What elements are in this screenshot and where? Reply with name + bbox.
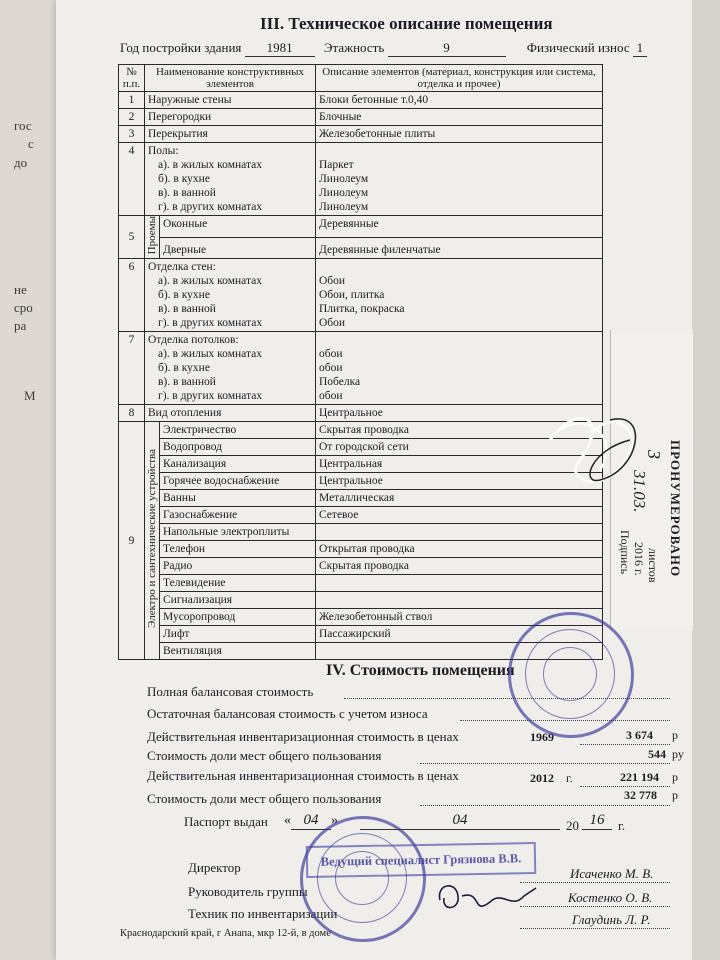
wear-label: Физический износ [526,40,630,55]
row-desc: Железобетонные плиты [316,126,603,143]
sub-item-name: б). в кухне [158,362,210,375]
row-name: Наружные стены [145,92,316,109]
row-num: 6 [119,259,145,332]
floors-value: 9 [388,40,506,57]
inventory-year-1: 1969 [530,730,554,744]
row-desc: Центральное [316,405,603,422]
common-value-1: 544 [648,747,666,761]
technician-name: Глаудинь Л. Р. [572,912,651,927]
ceilings-names [145,332,316,405]
inventory-cost-2-label: Действительная инвентаризационная стоимость в ценах [147,768,459,783]
group-head-label: Руководитель группы [188,884,308,899]
header-num: № п.п. [119,65,145,92]
residual-balance-label: Остаточная балансовая стоимость с учетом износа [147,706,428,721]
utilities-group-label: Электро и сантехнические устройства [146,449,158,629]
section-4-title: IV. Стоимость помещения [326,662,515,679]
row-name: Мусоропровод [160,609,316,626]
year-value: 1981 [245,40,315,57]
back-page-word: до [14,155,28,170]
page-edge [692,0,720,960]
sub-item-name: а). в жилых комнатах [158,159,262,171]
sub-item-name: в). в ванной [158,187,216,199]
row-desc: Пассажирский [316,626,603,643]
header-name: Наименование конструктивных элементов [145,65,316,92]
currency-label: р [672,728,678,742]
row-desc: Открытая проводка [316,541,603,558]
sub-item-name: б). в кухне [158,173,210,185]
signature-scribble-icon [432,866,542,926]
sub-item-desc: Плитка, покраска [319,303,405,316]
sub-item-desc: Обои [319,317,346,330]
currency-label: р [672,788,678,802]
row-name: Дверные [160,237,316,259]
back-page-word: ра [14,318,27,333]
row-name: Горячее водоснабжение [160,473,316,490]
row-name: Газоснабжение [160,507,316,524]
row-name: Сигнализация [160,592,316,609]
common-value-1-line [420,763,670,764]
stitch-thread-icon [520,380,680,530]
sub-item-name: а). в жилых комнатах [158,275,262,288]
back-page-word: сро [14,300,33,315]
row-name: Напольные электроплиты [160,524,316,541]
currency-label: ру [672,747,684,761]
sheets-label: листов [646,548,660,583]
table-row [119,237,603,259]
sub-item-desc: Обои [319,275,346,288]
row-name: Перегородки [145,109,316,126]
table-row [119,575,603,592]
row-name: Радио [160,558,316,575]
inventory-cost-1-label: Действительная инвентаризационная стоимость в ценах [147,729,459,744]
row-name: Вид отопления [145,405,316,422]
table-row [119,592,603,609]
row-num: 4 [119,143,145,216]
back-page-word: не [14,282,27,297]
table-row-walls [119,259,603,332]
sub-item-desc: Побелка [319,376,361,389]
director-label: Директор [188,860,241,875]
floors-descs [316,143,603,216]
round-seal-icon [300,816,426,942]
sub-item-desc: Обои, плитка [319,289,385,302]
director-name: Исаченко М. В. [570,866,654,881]
sub-item-desc: Линолеум [319,187,369,199]
openings-group-label: Проемы [146,216,158,255]
row-num: 1 [119,92,145,109]
row-desc: Деревянные [316,216,603,238]
table-row [119,216,603,238]
passport-year-end: г. [618,818,626,833]
utilities-group [145,422,160,660]
row-name: Вентиляция [160,643,316,660]
row-num: 2 [119,109,145,126]
sub-item-name: б). в кухне [158,289,210,302]
row-name: Перекрытия [145,126,316,143]
table-row [119,541,603,558]
row-num: 5 [119,216,145,259]
walls-title: Отделка стен: [148,261,216,274]
sub-item-desc: обои [319,390,343,403]
common-value-2: 32 778 [624,788,657,802]
row-num: 9 [119,422,145,660]
row-desc: Скрытая проводка [316,558,603,575]
back-page-word: гос [14,118,32,133]
sub-item-name: г). в других комнатах [158,201,263,213]
inventory-year-2: 2012 [530,771,554,785]
passport-month: 04 [360,812,560,830]
row-name: Телефон [160,541,316,558]
passport-day: 04 [291,812,331,830]
row-desc: От городской сети [316,439,603,456]
sub-item-desc: Паркет [319,159,354,171]
floors-label: Этажность [323,40,385,55]
building-info-row [120,40,647,57]
row-desc: Железобетонный ствол [316,609,603,626]
year-suffix: г. [566,771,573,785]
passport-label: Паспорт выдан [184,814,268,829]
row-num: 3 [119,126,145,143]
row-name: Телевидение [160,575,316,592]
row-num: 8 [119,405,145,422]
sub-item-desc: Линолеум [319,173,369,185]
inventory-value-2-line [580,786,670,787]
technician-line [520,928,670,929]
date-year-label: 2016 г. [632,542,646,576]
row-name: Лифт [160,626,316,643]
inventory-value-2: 221 194 [620,770,659,784]
row-name: Водопровод [160,439,316,456]
table-row [119,609,603,626]
signature-label: Подпись [618,530,632,575]
row-desc [316,592,603,609]
openings-group [145,216,160,259]
wear-value: 1 [633,40,647,57]
sub-item-name: в). в ванной [158,303,216,316]
handwritten-sheet-count: 3 [644,450,664,459]
row-desc: Блоки бетонные т.0,40 [316,92,603,109]
sub-item-desc: обои [319,362,343,375]
back-page-word: с [28,136,34,151]
technical-description-table [118,64,603,660]
row-name: Оконные [160,216,316,238]
row-desc: Центральное [316,473,603,490]
table-row [119,126,603,143]
ceilings-title: Отделка потолков: [148,334,239,347]
specialist-stamp: Ведущий специалист Грязнова В.В. [306,842,537,878]
inventory-value-1: 3 674 [626,728,653,742]
common-share-1-label: Стоимость доли мест общего пользования [147,748,382,763]
passport-year-prefix: 20 [566,818,579,833]
year-label: Год постройки здания [120,40,242,55]
footer-address: Краснодарский край, г Анапа, мкр 12-й, в доме [120,928,331,939]
sub-item-name: а). в жилых комнатах [158,348,262,361]
sub-item-desc: обои [319,348,343,361]
sub-item-name: г). в других комнатах [158,390,263,403]
technician-label: Техник по инвентаризации [188,906,338,921]
sub-item-name: г). в других комнатах [158,317,263,330]
row-desc: Центральная [316,456,603,473]
row-desc: Металлическая [316,490,603,507]
floors-title: Полы: [148,145,179,157]
full-balance-label: Полная балансовая стоимость [147,684,314,699]
table-row [119,92,603,109]
header-desc: Описание элементов (материал, конструкция или система, отделка и прочее) [316,65,603,92]
row-desc: Скрытая проводка [316,422,603,439]
table-row [119,109,603,126]
row-desc: Деревянные филенчатые [316,237,603,259]
group-head-name: Костенко О. В. [568,890,653,905]
back-page-word: М [24,388,36,403]
group-head-line [520,906,670,907]
common-value-2-line [420,805,670,806]
common-share-2-label: Стоимость доли мест общего пользования [147,791,382,806]
floors-names [145,143,316,216]
sub-item-name: в). в ванной [158,376,216,389]
row-desc [316,575,603,592]
row-desc: Блочные [316,109,603,126]
row-name: Канализация [160,456,316,473]
section-3-title: III. Техническое описание помещения [260,14,553,33]
walls-descs [316,259,603,332]
passport-year-suffix: 16 [582,812,612,830]
inventory-value-1-line [580,744,670,745]
handwritten-date: 31.03. [630,470,649,513]
stitched-label: ПРОНУМЕРОВАНО [668,440,683,578]
round-seal-icon [508,612,634,738]
sub-item-desc: Линолеум [319,201,369,213]
row-name: Ванны [160,490,316,507]
currency-label: р [672,770,678,784]
row-name: Электричество [160,422,316,439]
director-line [520,882,670,883]
table-row [119,558,603,575]
table-row-floors [119,143,603,216]
table-header [119,65,603,92]
walls-names [145,259,316,332]
row-num: 7 [119,332,145,405]
row-desc: Сетевое [316,507,603,524]
passport-day-group: « 04 » [284,812,338,828]
